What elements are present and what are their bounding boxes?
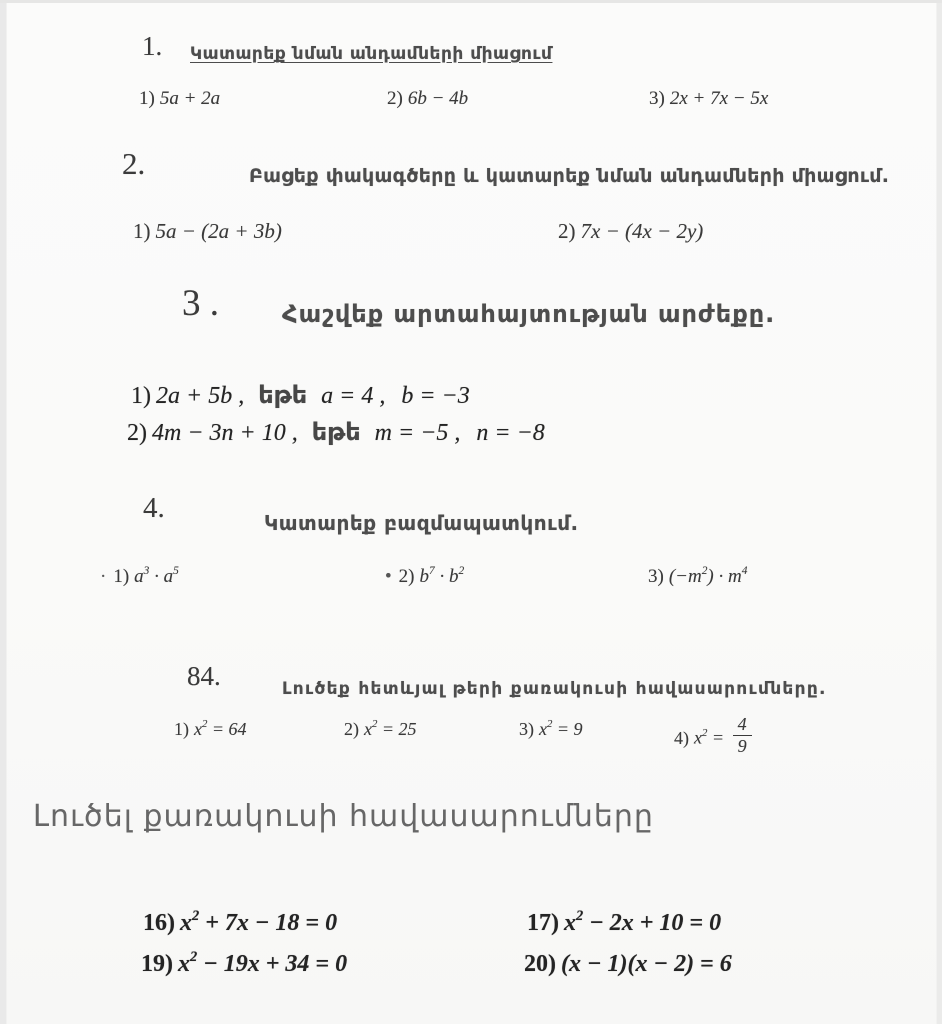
section-4-title: Կատարեք բազմապատկում. [264,511,579,535]
item-label: 2) [398,566,415,587]
exponent: 2 [192,908,200,924]
item-expression: 5a − (2a + 3b) [155,219,282,243]
item-expression: 6b − 4b [407,88,469,109]
item-expression: x [694,727,702,748]
exponent: 2 [702,726,708,739]
item-label: 2) [558,219,576,243]
problem-4-3 [648,566,747,588]
item-label: 3) [648,566,664,587]
item-label: 20) [524,951,556,977]
exponent: 7 [428,564,435,577]
item-label: 2) [127,420,147,446]
problem-16 [143,910,337,937]
problem-17 [527,910,721,937]
problem-84-2 [344,719,417,740]
item-label: 2) [344,719,359,739]
item-label: 3) [519,719,534,739]
fraction-numerator: 4 [733,715,752,736]
page-left-margin [0,0,7,1024]
section-2-title: Բացեք փակագծերը և կատարեք նման անդամների միացում. [249,165,890,187]
item-label: 3) [649,88,665,109]
exponent: 2 [458,564,465,577]
item-label: 19) [141,951,173,977]
item-label: 1) [139,88,155,109]
problem-1-3 [649,88,768,110]
problem-4-2 [385,566,464,588]
problem-3-1 [131,381,470,410]
item-expression: 5a + 2a [159,88,221,109]
problem-19 [141,951,347,978]
exponent: 2 [576,908,584,924]
exponent: 2 [190,949,198,965]
item-label: 17) [527,910,559,936]
problem-84-4 [674,714,752,760]
item-expression: (−m [668,566,702,587]
item-expression: − 2x + 10 = 0 [583,910,722,936]
item-expression: x [194,719,202,739]
exponent: 2 [372,718,378,730]
item-label: 1) [131,383,151,409]
section-3-title: Հաշվեք արտահայտության արժեքը. [282,300,776,328]
bullet-dot: • [385,566,392,587]
section-1-number: 1. [142,31,163,61]
equals-sign: = [707,727,729,748]
item-expression: x [364,719,372,739]
page-top-margin [0,0,942,3]
exponent: 2 [547,718,553,730]
section-1-title: Կատարեք նման անդամների միացում [190,44,553,64]
problem-2-1 [133,219,282,244]
section-4-number: 4. [143,492,165,524]
item-expression: 2a + 5b , [156,383,245,409]
item-expression: x [539,719,547,739]
item-label: 1) [113,566,130,587]
item-expression: 4m − 3n + 10 , [152,420,298,446]
item-expression: a [134,566,144,587]
item-expression: 7x − (4x − 2y) [580,219,704,243]
bullet-dot: · [100,566,107,587]
item-expression: ) · m [707,566,742,587]
problem-4-1 [100,566,179,588]
exponent: 3 [143,564,150,577]
item-expression: x [180,910,192,936]
problem-20 [524,951,732,978]
item-expression: 2x + 7x − 5x [669,88,769,109]
item-values: a = 4 , [321,383,386,409]
page-right-margin [936,0,942,1024]
section-84-title: Լուծեք հետևյալ թերի քառակուսի հավասարումները. [282,679,827,699]
problem-1-2 [387,88,468,110]
item-expression: = 9 [552,719,583,739]
item-values: b = −3 [401,383,470,409]
item-expression: (x − 1)(x − 2) = 6 [561,951,732,977]
fraction [733,715,752,756]
section-84-number: 84. [187,661,221,691]
condition-word: եթե [311,418,361,446]
item-expression: x [178,951,190,977]
exponent: 2 [701,564,708,577]
item-expression: = 25 [377,719,417,739]
condition-word: եթե [258,381,308,409]
problem-3-2 [127,418,545,447]
exponent: 2 [202,718,208,730]
problem-84-1 [174,719,247,740]
item-expression: − 19x + 34 = 0 [197,951,348,977]
fraction-denominator: 9 [737,735,747,756]
item-expression: · a [149,566,174,587]
section-3-number: 3 . [182,283,219,324]
problem-2-2 [558,219,703,244]
item-label: 2) [387,88,403,109]
item-expression: = 64 [207,719,247,739]
item-label: 1) [174,719,189,739]
item-values: n = −8 [476,420,545,446]
item-expression: x [564,910,576,936]
exponent: 5 [173,564,179,577]
item-values: m = −5 , [374,420,461,446]
item-expression: · b [434,566,459,587]
item-label: 16) [143,910,175,936]
problem-84-3 [519,719,583,740]
item-label: 1) [133,219,151,243]
item-label: 4) [674,727,689,748]
exponent: 4 [741,564,748,577]
section-2-number: 2. [122,146,146,181]
problem-1-1 [139,88,220,110]
item-expression: b [419,566,429,587]
solve-quadratics-heading: Լուծել քառակուսի հավասարումները [33,799,654,834]
item-expression: + 7x − 18 = 0 [199,910,338,936]
